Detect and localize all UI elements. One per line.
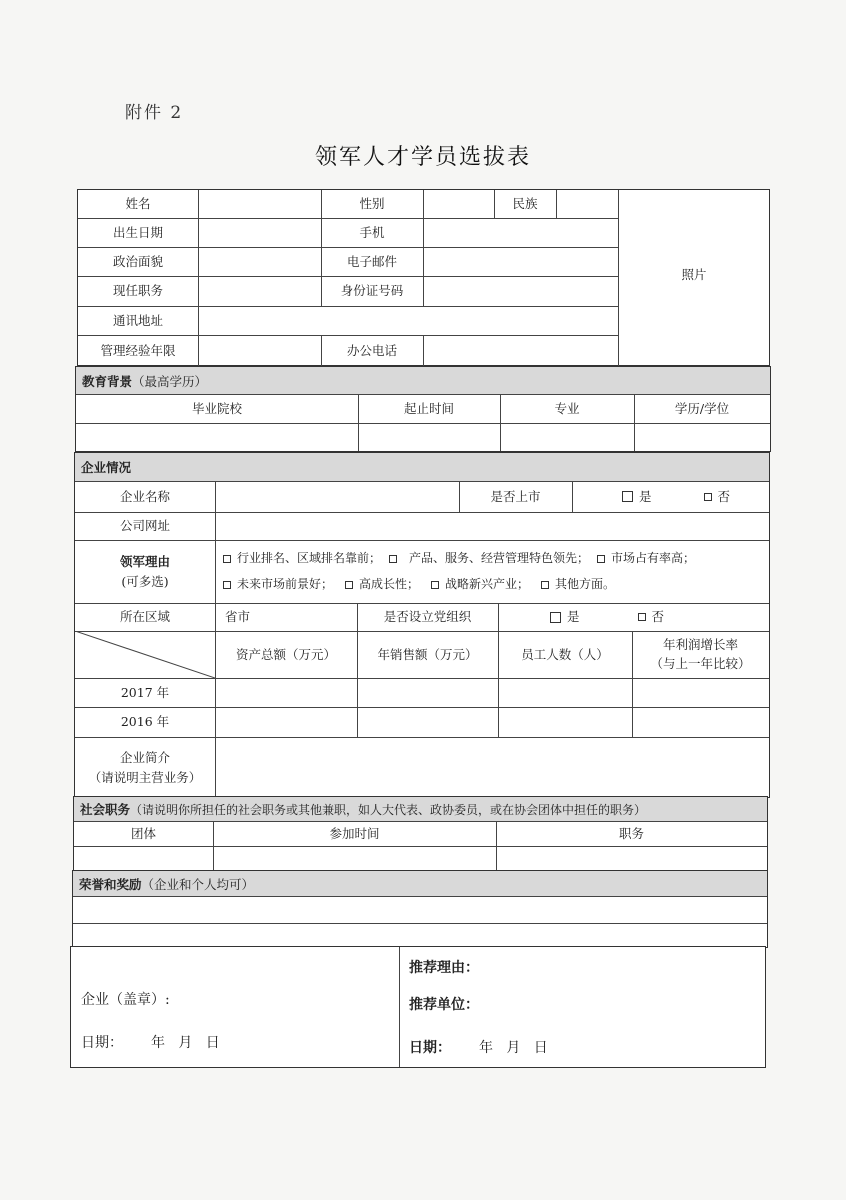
listed-yes-checkbox[interactable] <box>622 491 633 502</box>
address-label: 通讯地址 <box>112 312 163 328</box>
edu-col-major: 专业 <box>554 400 580 416</box>
enterprise-table <box>74 452 770 798</box>
date-right-label: 日期： 年 月 日 <box>409 1039 548 1056</box>
gender-label: 性别 <box>359 196 385 211</box>
edu-col-degree: 学历/学位 <box>674 400 730 416</box>
reason-checkbox[interactable] <box>431 581 439 589</box>
party-no-checkbox[interactable] <box>638 613 646 621</box>
position-label: 现任职务 <box>112 283 163 298</box>
education-table <box>75 366 771 452</box>
politics-label: 政治面貌 <box>112 253 163 269</box>
social-positions-table <box>73 796 768 871</box>
recommend-unit-label: 推荐单位： <box>409 996 479 1013</box>
province-city-label: 省市 <box>225 609 251 624</box>
region-label: 所在区域 <box>119 609 170 624</box>
enterprise-header: 企业情况 <box>75 453 769 481</box>
page-title: 领军人才学员选拔表 <box>314 145 531 170</box>
edu-col-period: 起止时间 <box>403 400 454 416</box>
photo-placeholder: 照片 <box>681 267 707 282</box>
website-label: 公司网址 <box>119 518 170 533</box>
fin-col-sales: 年销售额（万元） <box>377 646 478 662</box>
company-seal-label: 企业（盖章）: <box>81 991 170 1008</box>
signature-block <box>70 946 766 1068</box>
name-label: 姓名 <box>125 196 151 211</box>
ethnicity-label: 民族 <box>512 196 538 211</box>
fin-col-assets: 资产总额（万元） <box>235 646 336 662</box>
reason-checkbox[interactable] <box>597 555 605 563</box>
reason-checkbox[interactable] <box>223 555 231 563</box>
honors-header: 荣誉和奖励 （企业和个人均可） <box>73 871 767 896</box>
reason-checkbox[interactable] <box>541 581 549 589</box>
personal-info-table <box>77 189 770 366</box>
birth-date-label: 出生日期 <box>112 224 163 240</box>
year-2016-label: 2016 年 <box>120 714 170 729</box>
social-col-role: 职务 <box>618 825 644 841</box>
party-org-label: 是否设立党组织 <box>383 609 472 624</box>
reason-checkbox[interactable] <box>389 555 397 563</box>
party-yes-checkbox[interactable] <box>550 612 561 623</box>
listed-no-checkbox[interactable] <box>704 493 712 501</box>
email-label: 电子邮件 <box>346 253 397 269</box>
reason-options-row-1: 行业排名、区域排名靠前； 产品、服务、经营管理特色领先； 市场占有率高； <box>223 549 763 569</box>
company-intro-label: 企业简介 （请说明主营业务） <box>88 750 202 785</box>
education-header: 教育背景 （最高学历） <box>76 367 770 394</box>
social-header: 社会职务 （请说明你所担任的社会职务或其他兼职，如人大代表、政协委员，或在协会团体中担任的职务） <box>74 797 767 821</box>
annex-label: 附件 2 <box>125 103 184 123</box>
recommend-reason-label: 推荐理由： <box>409 959 479 976</box>
mobile-label: 手机 <box>359 224 385 240</box>
mgmt-years-label: 管理经验年限 <box>100 342 176 358</box>
company-name-label: 企业名称 <box>119 488 170 504</box>
diagonal-header-cell <box>75 631 215 678</box>
office-phone-label: 办公电话 <box>346 342 397 358</box>
fin-col-profit: 年利润增长率 （与上一年比较） <box>650 637 751 671</box>
reason-options-row-2: 未来市场前景好； 高成长性； 战略新兴产业； 其他方面。 <box>223 575 763 595</box>
id-number-label: 身份证号码 <box>340 283 404 298</box>
date-left-label: 日期： 年 月 日 <box>81 1034 220 1051</box>
honors-table <box>72 870 768 948</box>
listed-label: 是否上市 <box>490 488 541 504</box>
reason-label: 领军理由 <box>119 553 170 569</box>
year-2017-label: 2017 年 <box>120 684 170 700</box>
reason-note: (可多选) <box>121 573 169 589</box>
reason-label-block <box>75 540 215 603</box>
listed-options: 是 否 <box>572 481 769 512</box>
fin-col-staff: 员工人数（人） <box>521 646 609 662</box>
reason-checkbox[interactable] <box>223 581 231 589</box>
social-col-time: 参加时间 <box>329 825 380 841</box>
social-col-group: 团体 <box>130 825 156 841</box>
edu-col-school: 毕业院校 <box>191 400 242 416</box>
party-org-options: 是 否 <box>498 603 769 631</box>
reason-checkbox[interactable] <box>345 581 353 589</box>
